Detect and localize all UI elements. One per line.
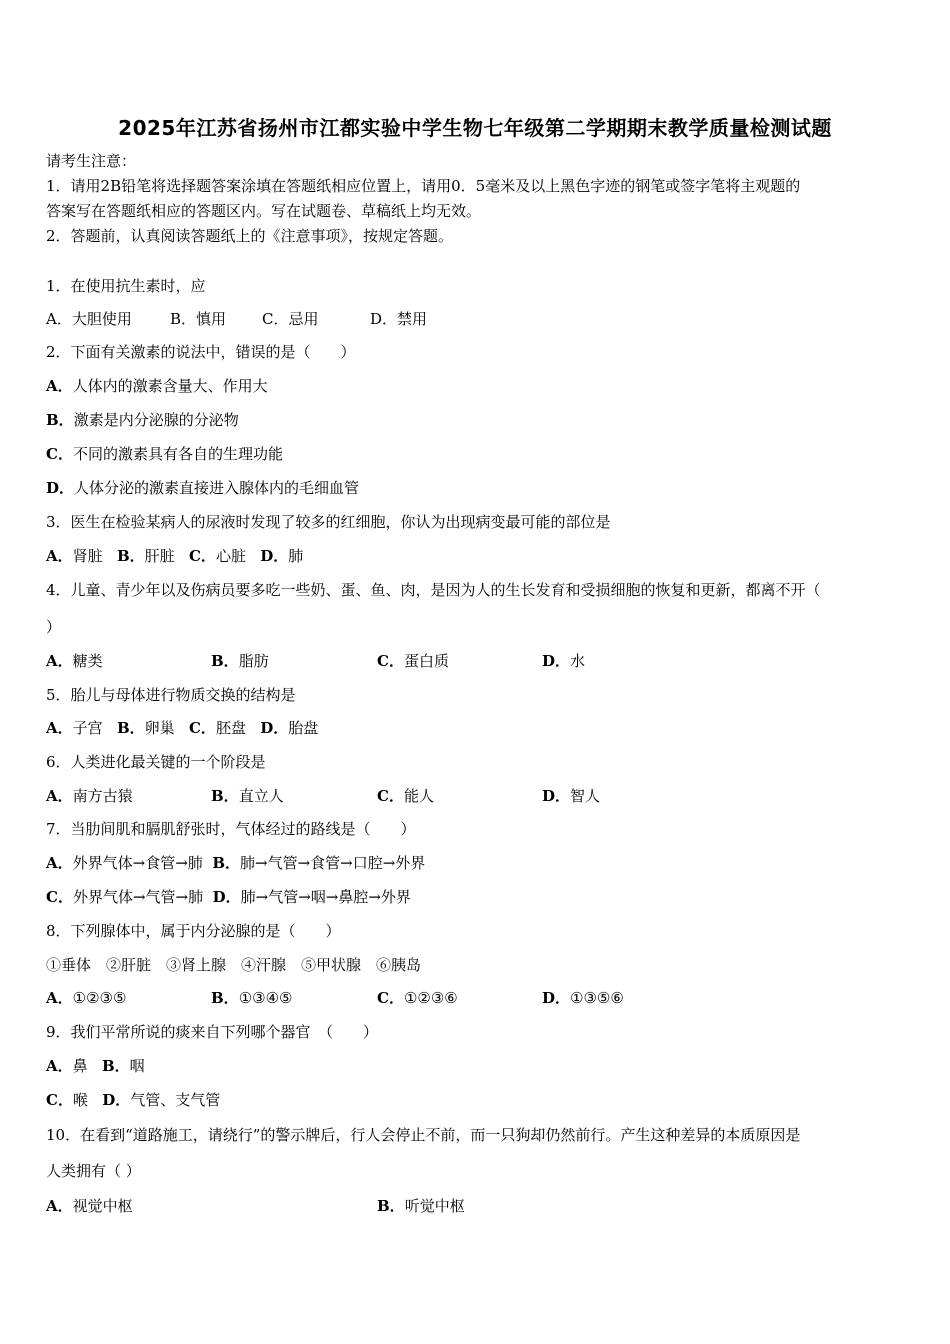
q10-option-b-letter: B． [377,1197,405,1215]
q7-option-b-letter: B． [212,854,241,872]
q4-option-d-letter: D． [542,652,571,670]
q3-option-a-letter: A． [46,547,73,565]
q5-option-a-letter: A． [46,719,73,737]
q4-option-b-letter: B． [211,652,239,670]
q6-option-b-text: 直立人 [238,787,284,805]
q8-option-b-letter: B． [211,989,239,1007]
q9-options-row2 [46,1090,220,1110]
q3-option-d-text: 肺 [288,547,304,565]
page-title: 2025年江苏省扬州市江都实验中学生物七年级第二学期期末教学质量检测试题 [118,116,832,140]
q6-option-a-letter: A． [46,787,73,805]
q6-option-c [377,786,434,806]
q5-option-d-letter: D． [260,719,289,737]
q10-option-b [377,1196,465,1216]
q1-option-a: A．大胆使用 [46,310,132,328]
q4-option-a [46,651,103,671]
q10-option-a-letter: A． [46,1197,73,1215]
q10-option-a [46,1196,133,1216]
q6-option-d-letter: D． [542,787,571,805]
q1-option-b: B．慎用 [170,310,227,328]
q3-option-d-letter: D． [260,547,289,565]
q2-option-a [46,376,268,396]
q4-option-a-text: 糖类 [72,652,103,670]
q3-option-b-letter: B． [116,547,145,565]
q9-option-a-letter: A． [46,1057,73,1075]
notice-line-1a: 1．请用2B铅笔将选择题答案涂填在答题纸相应位置上，请用0．5毫米及以上黑色字迹的钢笔或签字笔将主观题的 [46,177,801,195]
q7-option-a-letter: A． [46,854,73,872]
q5-option-a-text: 子宫 [72,719,103,737]
q10-option-a-text: 视觉中枢 [72,1197,133,1215]
q4-option-b-text: 脂肪 [238,652,269,670]
q3-stem: 3．医生在检验某病人的尿液时发现了较多的红细胞，你认为出现病变最可能的部位是 [46,513,611,531]
q6-option-d [542,786,600,806]
q8-items: ①垂体 ②肝脏 ③肾上腺 ④汗腺 ⑤甲状腺 ⑥胰岛 [46,956,422,974]
q2-option-b-text: 激素是内分泌腺的分泌物 [73,411,239,429]
q8-option-a-letter: A． [46,989,73,1007]
q6-option-a [46,786,133,806]
q8-option-c-text: ①②③⑥ [403,989,458,1007]
q2-option-a-letter: A． [46,377,73,395]
q2-option-d [46,478,359,498]
q10-option-b-text: 听觉中枢 [404,1197,465,1215]
q8-option-c [377,988,458,1008]
q9-option-c-letter: C． [46,1091,73,1109]
q4-option-c [377,651,449,671]
q4-stem-line2: ） [46,618,62,636]
q9-option-d-letter: D． [102,1091,131,1109]
q3-options [46,546,303,566]
q2-option-d-text: 人体分泌的激素直接进入腺体内的毛细血管 [74,479,360,497]
q2-option-b [46,410,239,430]
q9-options-row1 [46,1056,145,1076]
q6-option-b-letter: B． [211,787,239,805]
q8-option-d-text: ①③⑤⑥ [570,989,624,1007]
q3-option-c-letter: C． [188,547,216,565]
q8-option-c-letter: C． [377,989,404,1007]
q9-option-b-letter: B． [101,1057,130,1075]
q9-option-b-text: 咽 [129,1057,145,1075]
q2-option-b-letter: B． [46,411,74,429]
q5-option-c-letter: C． [188,719,216,737]
q5-option-d-text: 胎盘 [288,719,319,737]
q8-stem: 8．下列腺体中，属于内分泌腺的是（ ） [46,922,341,940]
q2-option-c-text: 不同的激素具有各自的生理功能 [72,445,283,463]
q9-option-a-text: 鼻 [72,1057,88,1075]
q10-stem-line2: 人类拥有（ ） [46,1162,141,1180]
q9-stem: 9．我们平常所说的痰来自下列哪个器官 （ ） [46,1023,379,1041]
q2-option-c [46,444,283,464]
q6-option-b [211,786,284,806]
q2-option-a-text: 人体内的激素含量大、作用大 [72,377,268,395]
q4-option-c-text: 蛋白质 [403,652,449,670]
q7-options-row2 [46,887,411,907]
q4-option-b [211,651,269,671]
q7-option-c-letter: C． [46,888,73,906]
q8-option-d [542,988,624,1008]
q3-option-a-text: 肾脏 [72,547,103,565]
q8-option-a-text: ①②③⑤ [72,989,127,1007]
q2-option-c-letter: C． [46,445,73,463]
q9-option-d-text: 气管、支气管 [130,1091,221,1109]
q1-stem: 1．在使用抗生素时，应 [46,277,206,295]
q10-stem-line1: 10．在看到“道路施工，请绕行”的警示牌后，行人会停止不前，而一只狗却仍然前行。产生这种差异的本质原因是 [46,1126,801,1144]
q8-option-b [211,988,292,1008]
q5-option-c-text: 胚盘 [215,719,246,737]
q7-option-b-text: 肺→气管→食管→口腔→外界 [240,854,426,872]
q4-option-c-letter: C． [377,652,404,670]
q2-stem: 2．下面有关激素的说法中，错误的是（ ） [46,343,356,361]
q1-option-d: D．禁用 [370,310,428,328]
q7-option-d-text: 肺→气管→咽→鼻腔→外界 [240,888,411,906]
q7-options-row1 [46,853,425,873]
q8-option-d-letter: D． [542,989,571,1007]
q5-stem: 5．胎儿与母体进行物质交换的结构是 [46,686,296,704]
q4-option-a-letter: A． [46,652,73,670]
q7-stem: 7．当肋间肌和膈肌舒张时，气体经过的路线是（ ） [46,820,416,838]
q3-option-b-text: 肝脏 [144,547,175,565]
q6-option-a-text: 南方古猿 [72,787,133,805]
q7-option-a-text: 外界气体→食管→肺 [72,854,203,872]
notice-line-1b: 答案写在答题纸相应的答题区内。写在试题卷、草稿纸上均无效。 [46,202,482,220]
q2-option-d-letter: D． [46,479,75,497]
q8-option-b-text: ①③④⑤ [238,989,293,1007]
notice-line-2: 2．答题前，认真阅读答题纸上的《注意事项》，按规定答题。 [46,227,454,245]
q6-option-c-letter: C． [377,787,404,805]
q4-stem-line1: 4．儿童、青少年以及伤病员要多吃一些奶、蛋、鱼、肉，是因为人的生长发育和受损细胞的恢复和更新，都离不开（ [46,581,821,599]
q1-option-c: C．忌用 [262,310,319,328]
q3-option-c-text: 心脏 [215,547,246,565]
q6-option-d-text: 智人 [570,787,601,805]
q4-option-d [542,651,585,671]
q6-stem: 6．人类进化最关键的一个阶段是 [46,753,266,771]
q5-option-b-letter: B． [116,719,145,737]
q5-options [46,718,318,738]
q4-option-d-text: 水 [570,652,586,670]
q5-option-b-text: 卵巢 [144,719,175,737]
q8-option-a [46,988,126,1008]
q7-option-d-letter: D． [212,888,241,906]
q6-option-c-text: 能人 [403,787,434,805]
q9-option-c-text: 喉 [72,1091,88,1109]
q7-option-c-text: 外界气体→气管→肺 [72,888,204,906]
notice-header: 请考生注意： [46,152,137,170]
